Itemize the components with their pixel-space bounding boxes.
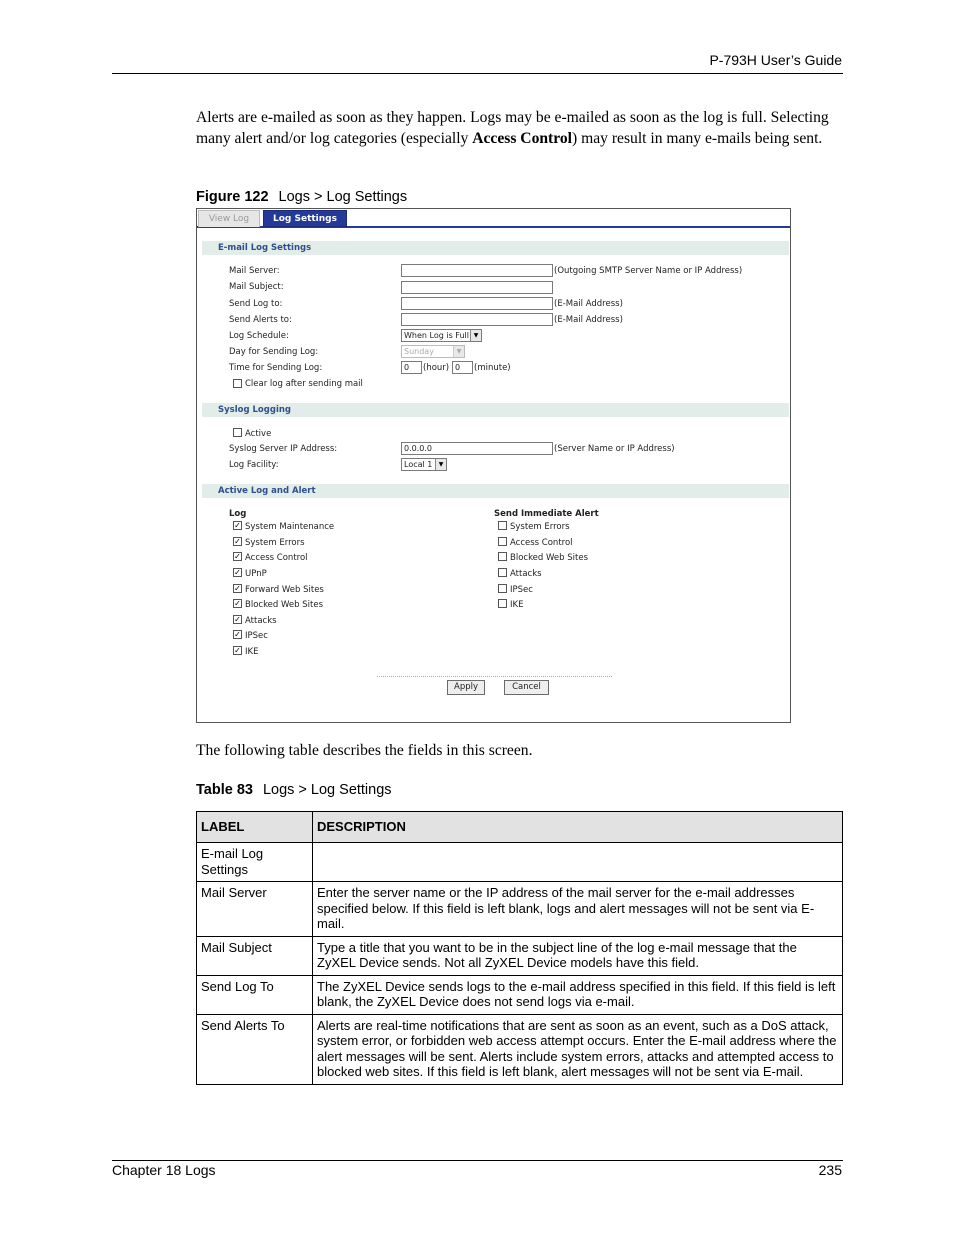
log-column-header: Log	[229, 509, 247, 519]
log-checkbox-blocked-web-sites[interactable]: ✓	[234, 599, 241, 608]
minute-unit: (minute)	[474, 363, 511, 373]
alert-label-ipsec: IPSec	[510, 585, 533, 595]
log-label-forward-web-sites: Forward Web Sites	[245, 585, 324, 595]
cancel-button[interactable]: Cancel	[504, 680, 549, 695]
row-label: E-mail Log Settings	[197, 843, 313, 882]
field-description-table	[196, 811, 843, 1085]
alert-label-access-control: Access Control	[510, 538, 573, 548]
log-label-upnp: UPnP	[245, 569, 267, 579]
clear-log-checkbox[interactable]	[233, 379, 242, 388]
alert-checkbox-attacks[interactable]	[498, 568, 507, 577]
log-checkbox-system-errors[interactable]: ✓	[234, 537, 241, 546]
log-checkbox-access-control[interactable]: ✓	[234, 552, 241, 561]
log-schedule-value: When Log is Full	[404, 331, 469, 340]
send-alerts-input[interactable]	[401, 313, 553, 326]
intro-text-after: ) may result in many e-mails being sent.	[572, 129, 823, 147]
table-row	[197, 843, 843, 882]
send-log-input[interactable]	[401, 297, 553, 310]
alert-label-system-errors: System Errors	[510, 522, 570, 532]
send-alerts-hint: (E-Mail Address)	[554, 315, 623, 325]
tab-log-settings[interactable]: Log Settings	[263, 210, 347, 227]
page-number: 235	[818, 1162, 842, 1178]
alert-checkbox-blocked-web-sites[interactable]	[498, 552, 507, 561]
day-sending-log-select[interactable]	[401, 345, 465, 358]
dropdown-arrow-icon: ▼	[435, 459, 446, 470]
send-alerts-label: Send Alerts to:	[229, 315, 292, 325]
syslog-server-label: Syslog Server IP Address:	[229, 444, 338, 454]
alert-checkbox-access-control[interactable]	[498, 537, 507, 546]
log-checkbox-ipsec[interactable]: ✓	[234, 630, 241, 639]
row-description: Type a title that you want to be in the subject line of the log e-mail message that the ZyXEL Device sends. Not all ZyXEL Device models have this field.	[313, 936, 843, 975]
table-header-row	[197, 812, 843, 843]
following-text: The following table describes the fields in this screen.	[196, 742, 533, 759]
alert-label-ike: IKE	[510, 600, 524, 610]
send-log-label: Send Log to:	[229, 299, 283, 309]
intro-text-before: Alerts are e-mailed as soon as they happen. Logs may be e-mailed as soon as the log is full. Selecting many alert and/or log categories (especially	[196, 109, 829, 147]
row-description: Enter the server name or the IP address of the mail server for the e-mail addresses specified below. If this field is left blank, logs and alert messages will not be sent via E-mail.	[313, 882, 843, 937]
dropdown-arrow-icon: ▼	[453, 346, 464, 357]
intro-paragraph	[196, 108, 846, 149]
guide-title: P-793H User’s Guide	[709, 52, 842, 68]
log-schedule-label: Log Schedule:	[229, 331, 289, 341]
footer-rule	[112, 1160, 843, 1161]
minute-input[interactable]: 0	[452, 361, 473, 374]
figure-title: Logs > Log Settings	[278, 189, 408, 205]
syslog-server-hint: (Server Name or IP Address)	[554, 444, 675, 454]
row-description: Alerts are real-time notifications that are sent as soon as an event, such as a DoS attack, system error, or forbidden web access attempt occurs. Enter the E-mail address where the alert messages will be sent. Alerts include system errors, attacks and attempted access to blocked web sites. If this field is left blank, alert messages will not be sent via E-mail.	[313, 1014, 843, 1084]
log-checkbox-ike[interactable]: ✓	[234, 646, 241, 655]
syslog-logging-header: Syslog Logging	[202, 403, 789, 417]
mail-subject-input[interactable]	[401, 281, 553, 294]
email-log-settings-header: E-mail Log Settings	[202, 241, 789, 255]
table-row	[197, 1014, 843, 1084]
hour-unit: (hour)	[423, 363, 450, 373]
mail-server-hint: (Outgoing SMTP Server Name or IP Address)	[554, 266, 743, 276]
table-title: Logs > Log Settings	[262, 782, 392, 798]
tab-bar	[197, 209, 790, 228]
alert-checkbox-system-errors[interactable]	[498, 521, 507, 530]
send-log-hint: (E-Mail Address)	[554, 299, 623, 309]
apply-button[interactable]: Apply	[447, 680, 485, 695]
figure-number: Figure 122	[196, 189, 269, 205]
day-sending-log-value: Sunday	[404, 347, 434, 356]
log-facility-label: Log Facility:	[229, 460, 279, 470]
hour-input[interactable]: 0	[401, 361, 422, 374]
alert-label-blocked-web-sites: Blocked Web Sites	[510, 553, 588, 563]
table-row	[197, 882, 843, 937]
syslog-active-checkbox[interactable]	[233, 428, 242, 437]
label-column-header: LABEL	[197, 812, 313, 843]
table-row	[197, 936, 843, 975]
mail-subject-label: Mail Subject:	[229, 282, 284, 292]
table-number: Table 83	[196, 782, 253, 798]
log-label-ipsec: IPSec	[245, 631, 268, 641]
log-checkbox-upnp[interactable]: ✓	[234, 568, 241, 577]
log-label-access-control: Access Control	[245, 553, 308, 563]
row-label: Mail Server	[197, 882, 313, 937]
log-label-blocked-web-sites: Blocked Web Sites	[245, 600, 323, 610]
syslog-active-label: Active	[245, 429, 272, 439]
row-description: The ZyXEL Device sends logs to the e-mail address specified in this field. If this field is left blank, the ZyXEL Device does not send logs via e-mail.	[313, 975, 843, 1014]
mail-server-input[interactable]	[401, 264, 553, 277]
syslog-server-input[interactable]: 0.0.0.0	[401, 442, 553, 455]
log-label-system-maintenance: System Maintenance	[245, 522, 335, 532]
table-caption	[196, 782, 392, 798]
row-description	[313, 843, 843, 882]
log-schedule-select[interactable]	[401, 329, 482, 342]
chapter-label: Chapter 18 Logs	[112, 1162, 216, 1178]
alert-label-attacks: Attacks	[510, 569, 542, 579]
tab-view-log[interactable]: View Log	[198, 210, 260, 227]
day-sending-log-label: Day for Sending Log:	[229, 347, 319, 357]
alert-checkbox-ike[interactable]	[498, 599, 507, 608]
mail-server-label: Mail Server:	[229, 266, 280, 276]
log-facility-select[interactable]	[401, 458, 447, 471]
row-label: Send Log To	[197, 975, 313, 1014]
dropdown-arrow-icon: ▼	[470, 330, 481, 341]
log-checkbox-forward-web-sites[interactable]: ✓	[234, 584, 241, 593]
log-label-system-errors: System Errors	[245, 538, 305, 548]
row-label: Send Alerts To	[197, 1014, 313, 1084]
log-settings-screen	[196, 208, 791, 723]
log-label-ike: IKE	[245, 647, 259, 657]
header-rule	[112, 73, 843, 74]
description-column-header: DESCRIPTION	[313, 812, 843, 843]
table-row	[197, 975, 843, 1014]
log-checkbox-system-maintenance[interactable]: ✓	[234, 521, 241, 530]
log-facility-value: Local 1	[404, 460, 433, 469]
clear-log-label: Clear log after sending mail	[245, 379, 363, 389]
row-label: Mail Subject	[197, 936, 313, 975]
intro-bold-term: Access Control	[472, 129, 573, 147]
alert-column-header: Send Immediate Alert	[494, 509, 599, 519]
alert-checkbox-ipsec[interactable]	[498, 584, 507, 593]
log-checkbox-attacks[interactable]: ✓	[234, 615, 241, 624]
button-divider	[377, 676, 612, 677]
log-label-attacks: Attacks	[245, 616, 277, 626]
figure-caption	[196, 189, 407, 205]
time-sending-log-label: Time for Sending Log:	[229, 363, 323, 373]
active-log-alert-header: Active Log and Alert	[202, 484, 789, 498]
